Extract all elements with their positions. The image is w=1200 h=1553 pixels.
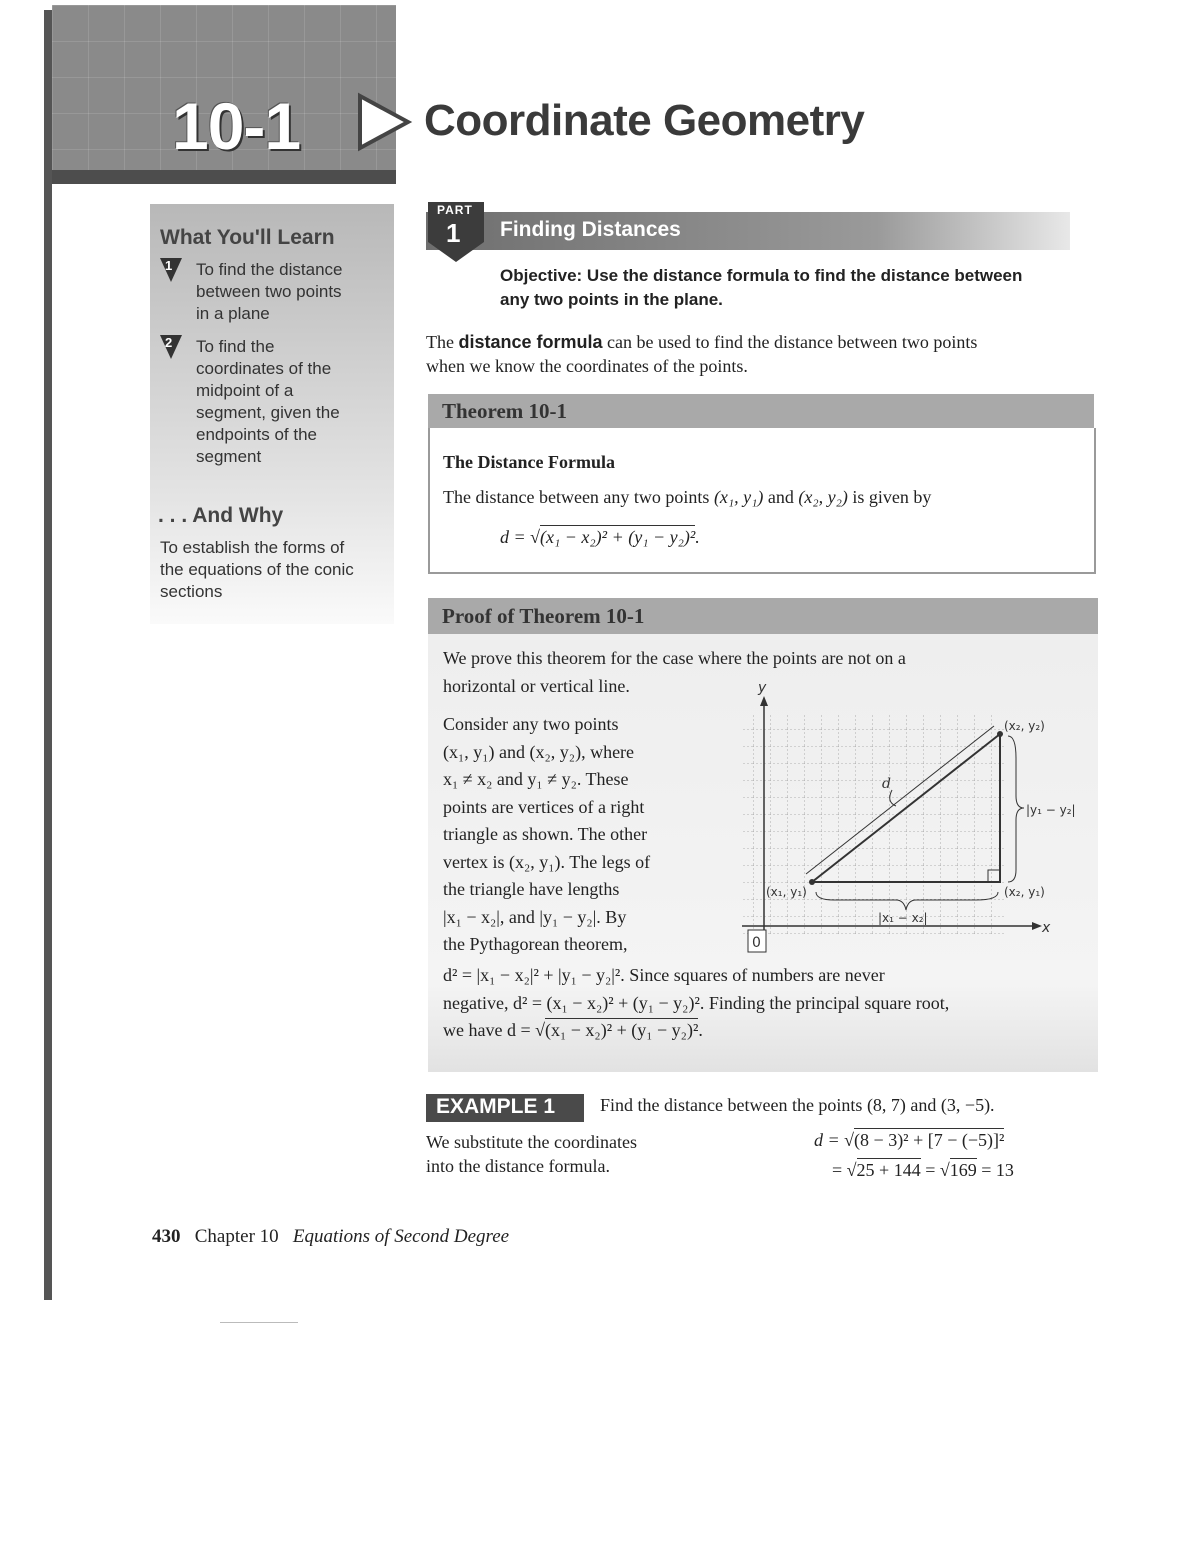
example-prompt: Find the distance between the points (8, 7) and (3, −5). [600,1095,995,1115]
theorem-heading: Theorem 10-1 [428,394,1094,428]
divider [220,1322,298,1323]
sidebar-why-heading: . . . And Why [158,504,284,527]
label-x2-y2: (x₂, y₂) [1004,719,1045,733]
theorem-formula: d = √(x₁ − x₂)² + (y₁ − y₂)². [500,527,700,547]
intro-paragraph: The distance formula can be used to find the distance between two points when we know the coordinates of the points. [426,332,978,376]
page-number: 430 [152,1226,181,1247]
point-p1 [809,879,815,885]
lesson-number: 10-1 [172,89,301,163]
label-vertical-leg: |y₁ − y₂| [1026,803,1076,817]
proof-heading: Proof of Theorem 10-1 [428,598,1098,634]
example-work-line-1: d = √(8 − 3)² + [7 − (−5)]² [814,1130,1005,1150]
label-x2-y1: (x₂, y₁) [1004,885,1045,899]
proof-intro: We prove this theorem for the case where the points are not on a horizontal or vertical line. [443,648,906,696]
goal-1-text: To find the distance between two points in a plane [196,260,343,323]
proof-conclusion: d² = |x₁ − x₂|² + |y₁ − y₂|². Since squares of numbers are never negative, d² = (x₁ − x₂)² + (y₁ − y₂)². Finding the principal square root, we have d = √(x₁ − x₂)² + (y₁ − y₂)². [443,965,950,1040]
chapter-title: Equations of Second Degree [292,1226,510,1247]
chapter-label: Chapter 10 [194,1226,279,1247]
example-explanation: We substitute the coordinates into the distance formula. [426,1132,637,1176]
theorem-statement: The distance between any two points (x₁, y₁) and (x₂, y₂) is given by [443,487,932,507]
axis-y-label: y [758,680,767,696]
label-horizontal-leg: |x₁ − x₂| [878,911,928,925]
goal-number: 1 [165,258,173,273]
sidebar-learn-heading: What You'll Learn [160,226,335,249]
x-axis-arrow-icon [1032,922,1042,930]
part-title: Finding Distances [500,218,681,241]
part-label: PART [437,203,473,217]
point-p2 [997,731,1003,737]
theorem-name: The Distance Formula [443,452,615,472]
label-x1-y1: (x₁, y₁) [766,885,807,899]
part-number: 1 [446,218,461,248]
example-label: EXAMPLE 1 [426,1094,584,1122]
arrow-right-icon [356,92,414,152]
lesson-title: Coordinate Geometry [424,96,865,145]
origin-label: 0 [752,935,761,951]
goal-number: 2 [165,335,173,350]
header-band-shadow [52,170,396,184]
right-triangle-diagram [736,678,1086,960]
goal-2-text: To find the coordinates of the midpoint of a segment, given the endpoints of the segment [196,337,340,466]
label-d: d [882,776,891,792]
objective: Objective: Use the distance formula to find the distance between any two points in the plane. [500,266,1023,309]
sidebar-why-text: To establish the forms of the equations of the conic sections [160,538,354,601]
y-axis-arrow-icon [760,696,768,706]
term-distance-formula: distance formula [458,332,603,352]
proof-body: Consider any two points (x₁, y₁) and (x₂, y₂), where x₁ ≠ x₂ and y₁ ≠ y₂. These points are vertices of a right triangle as shown. The other vertex is (x₂, y₁). The legs of the triangle have lengths |x₁ − x₂|, and |y₁ − y₂|. By the Pythagorean theorem, [443,714,651,954]
axis-x-label: x [1042,920,1051,936]
grid [742,714,1004,934]
page-footer [152,1226,509,1248]
vertical-brace [1008,736,1024,882]
page-spine [44,10,52,1300]
example-work-line-2: = √25 + 144 = √169 = 13 [832,1160,1014,1180]
